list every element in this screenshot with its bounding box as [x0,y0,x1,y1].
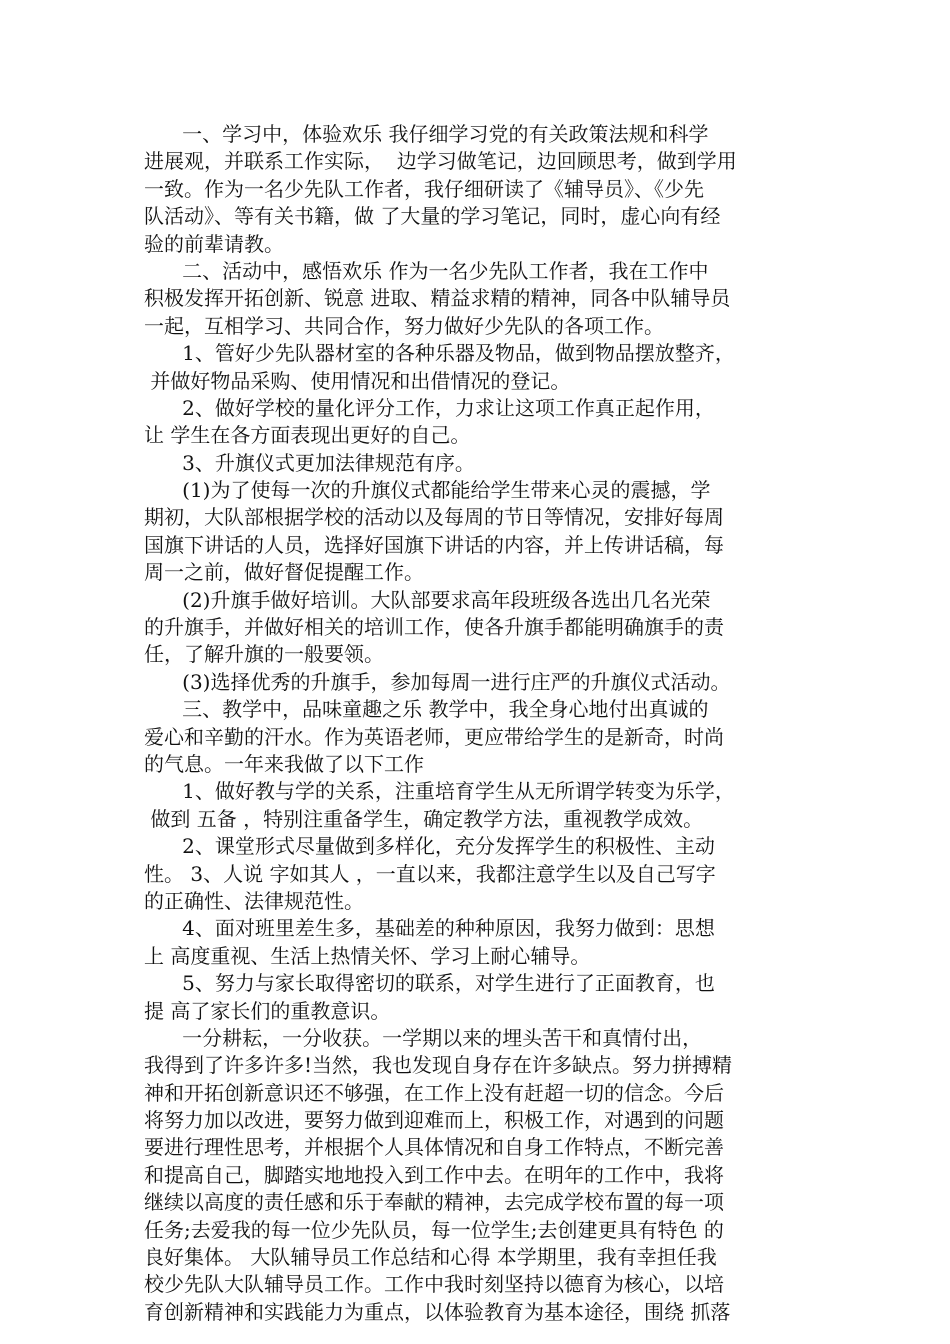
text-line: 2、做好学校的量化评分工作，力求让这项工作真正起作用， [144,395,715,420]
text-line: 提 高了家长们的重教意识。 [144,998,391,1023]
text-line: 神和开拓创新意识还不够强，在工作上没有赶超一切的信念。今后 [144,1080,724,1105]
text-line: 做到 五备 ，特别注重备学生，确定教学方法，重视教学成效。 [144,806,704,831]
text-line: 校少先队大队辅导员工作。工作中我时刻坚持以德育为核心，以培 [144,1272,724,1297]
text-line: (1)为了使每一次的升旗仪式都能给学生带来心灵的震撼，学 [144,478,711,503]
text-line: 国旗下讲话的人员，选择好国旗下讲话的内容，并上传讲话稿，每 [144,532,724,557]
text-line: 一起，互相学习、共同合作，努力做好少先队的各项工作。 [144,313,664,338]
text-line: 任务;去爱我的每一位少先队员，每一位学生;去创建更具有特色 的 [144,1217,724,1242]
text-line: (3)选择优秀的升旗手，参加每周一进行庄严的升旗仪式活动。 [144,669,731,694]
text-line: 3、升旗仪式更加法律规范有序。 [144,450,475,475]
text-line: 将努力加以改进，要努力做到迎难而上，积极工作，对遇到的问题 [144,1108,724,1133]
document-body [144,121,812,1326]
text-line: 验的前辈请教。 [144,231,284,256]
text-line: 进展观，并联系工作实际， 边学习做笔记，边回顾思考，做到学用 [144,149,737,174]
text-line: 良好集体。 大队辅导员工作总结和心得 本学期里，我有幸担任我 [144,1245,717,1270]
text-line: 的升旗手，并做好相关的培训工作，使各升旗手都能明确旗手的责 [144,615,724,640]
text-line: 我得到了许多许多!当然，我也发现自身存在许多缺点。努力拼搏精 [144,1053,733,1078]
text-line: 一、学习中，体验欢乐 我仔细学习党的有关政策法规和科学 [144,122,709,146]
text-line: 的气息。一年来我做了以下工作 [144,751,424,776]
text-line: 1、管好少先队器材室的各种乐器及物品，做到物品摆放整齐， [144,341,735,366]
text-line: 期初，大队部根据学校的活动以及每周的节日等情况，安排好每周 [144,505,724,530]
text-line: 爱心和辛勤的汗水。作为英语老师，更应带给学生的是新奇，时尚 [144,724,724,749]
text-line: 1、做好教与学的关系，注重培育学生从无所谓学转变为乐学， [144,779,735,804]
text-line: 育创新精神和实践能力为重点，以体验教育为基本途径，围绕 抓落 [144,1299,731,1324]
text-line: 任，了解升旗的一般要领。 [144,642,384,667]
text-line: 三、教学中，品味童趣之乐 教学中，我全身心地付出真诚的 [144,697,709,722]
text-line: 周一之前，做好督促提醒工作。 [144,560,424,585]
text-line: 上 高度重视、生活上热情关怀、学习上耐心辅导。 [144,943,591,968]
text-line: 4、面对班里差生多，基础差的种种原因，我努力做到：思想 [144,916,715,941]
text-line: 让 学生在各方面表现出更好的自己。 [144,423,471,448]
text-line: 2、课堂形式尽量做到多样化，充分发挥学生的积极性、主动 [144,834,715,859]
text-line: 一分耕耘，一分收获。一学期以来的埋头苦干和真情付出， [144,1025,703,1050]
text-line: (2)升旗手做好培训。大队部要求高年段班级各选出几名光荣 [144,587,711,612]
text-line: 继续以高度的责任感和乐于奉献的精神，去完成学校布置的每一项 [144,1190,724,1215]
text-line: 要进行理性思考，并根据个人具体情况和自身工作特点，不断完善 [144,1135,724,1160]
text-line: 积极发挥开拓创新、锐意 进取、精益求精的精神，同各中队辅导员 [144,286,731,311]
text-line: 二、活动中，感悟欢乐 作为一名少先队工作者，我在工作中 [144,258,709,283]
text-line: 5、努力与家长取得密切的联系，对学生进行了正面教育，也 [144,971,715,996]
text-line: 性。 3、人说 字如其人 ，一直以来，我都注意学生以及自己写字 [144,861,716,886]
text-line: 队活动》、等有关书籍，做 了大量的学习笔记，同时，虚心向有经 [144,204,721,229]
text-line: 的正确性、法律规范性。 [144,888,364,913]
text-line: 和提高自己，脚踏实地地投入到工作中去。在明年的工作中，我将 [144,1162,724,1187]
text-line: 并做好物品采购、使用情况和出借情况的登记。 [144,368,571,393]
text-line: 一致。作为一名少先队工作者，我仔细研读了《辅导员》、《少先 [144,176,704,201]
